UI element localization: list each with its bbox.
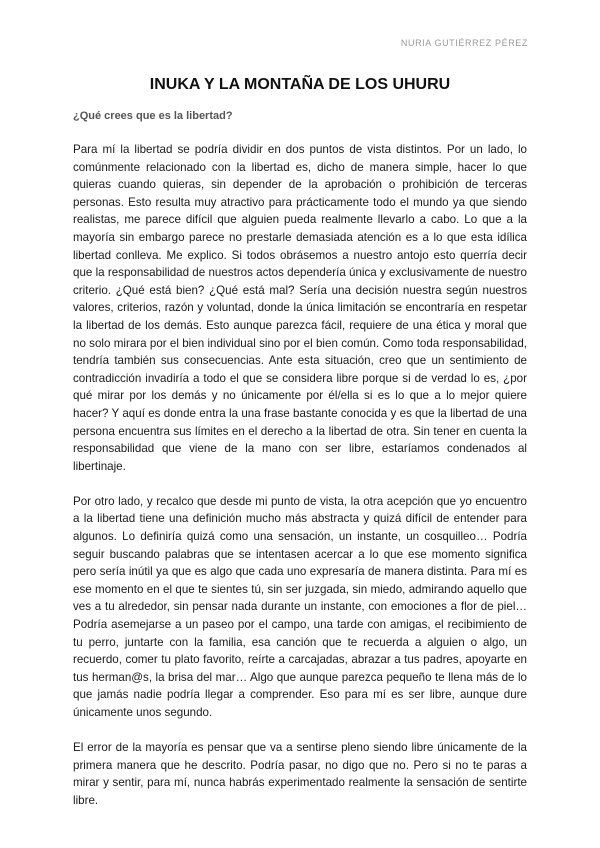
paragraph: Por otro lado, y recalco que desde mi punto de vista, la otra acepción que yo encuentro a la libertad tiene una definición mucho más abstracta y quizá difícil de entender para algunos. Lo definiría quizá como una sensación, un instante, un cosquilleo… Podría seguir buscando palabras que se intentasen acercar a lo que ese momento significa pero sería inútil ya que es algo que cada uno expresaría de manera distinta. Para mí es ese momento en el que te sientes tú, sin ser juzgada, sin miedo, admirando aquello que ves a tu alrededor, sin pensar nada durante un instante, con emociones a flor de piel… Podría asemejarse a un paseo por el campo, una tarde con amigas, el recibimiento de tu perro, juntarte con la familia, esa canción que te recuerda a alguien o algo, un recuerdo, comer tu plato favorito, reírte a carcajadas, abrazar a tus padres, apoyarte en tus herman@s, la brisa del mar… Algo que aunque parezca pequeño te llena más de lo que jamás nadie podría llegar a comprender. Eso para mí es ser libre, aunque dure únicamente unos segundo. — [73, 494, 527, 719]
document-body — [73, 141, 527, 810]
section-question: ¿Qué crees que es la libertad? — [73, 110, 233, 122]
paragraph: El error de la mayoría es pensar que va a sentirse pleno siendo libre únicamente de la primera manera que he descrito. Podría pasar, no digo que no. Pero si no te paras a mirar y sentir, para mí, nunca habrás experimentado realmente la sensación de sentirte libre. — [73, 741, 527, 807]
page-title: INUKA Y LA MONTAÑA DE LOS UHURU — [149, 76, 451, 93]
header-author: NURIA GUTIÉRREZ PÉREZ — [400, 38, 528, 48]
paragraph: Para mí la libertad se podría dividir en dos puntos de vista distintos. Por un lado, lo comúnmente relacionado con la libertad es, dicho de manera simple, hacer lo que quieras cuando quieras, sin depender de la aprobación o prohibición de terceras personas. Esto resulta muy atractivo para prácticamente todo el mundo ya que siendo realistas, me parece difícil que alguien pueda realmente llevarlo a cabo. Lo que a la mayoría sin embargo parece no prestarle demasiada atención es a lo que esta idílica libertad conlleva. Me explico. Si todos obrásemos a nuestro antojo esto querría decir que la responsabilidad de nuestros actos dependería única y exclusivamente de nuestro criterio. ¿Qué está bien? ¿Qué está mal? Sería una decisión nuestra según nuestros valores, criterios, razón y voluntad, donde la única limitación se encontraría en respetar la libertad de los demás. Esto aunque parezca fácil, requiere de una ética y moral que no solo mirara por el bien individual sino por el bien común. Como toda responsabilidad, tendría también sus consecuencias. Ante esta situación, creo que un sentimiento de contradicción invadiría a todo el que se considera libre porque si de verdad lo es, ¿por qué mirar por los demás y no únicamente por él/ella si es lo que a lo mejor quiere hacer? Y aquí es donde entra la una frase bastante conocida y es que la libertad de una persona encuentra sus límites en el derecho a la libertad de otra. Sin tener en cuenta la responsabilidad que viene de la mano con ser libre, estaríamos condenados al libertinaje. — [73, 143, 527, 473]
